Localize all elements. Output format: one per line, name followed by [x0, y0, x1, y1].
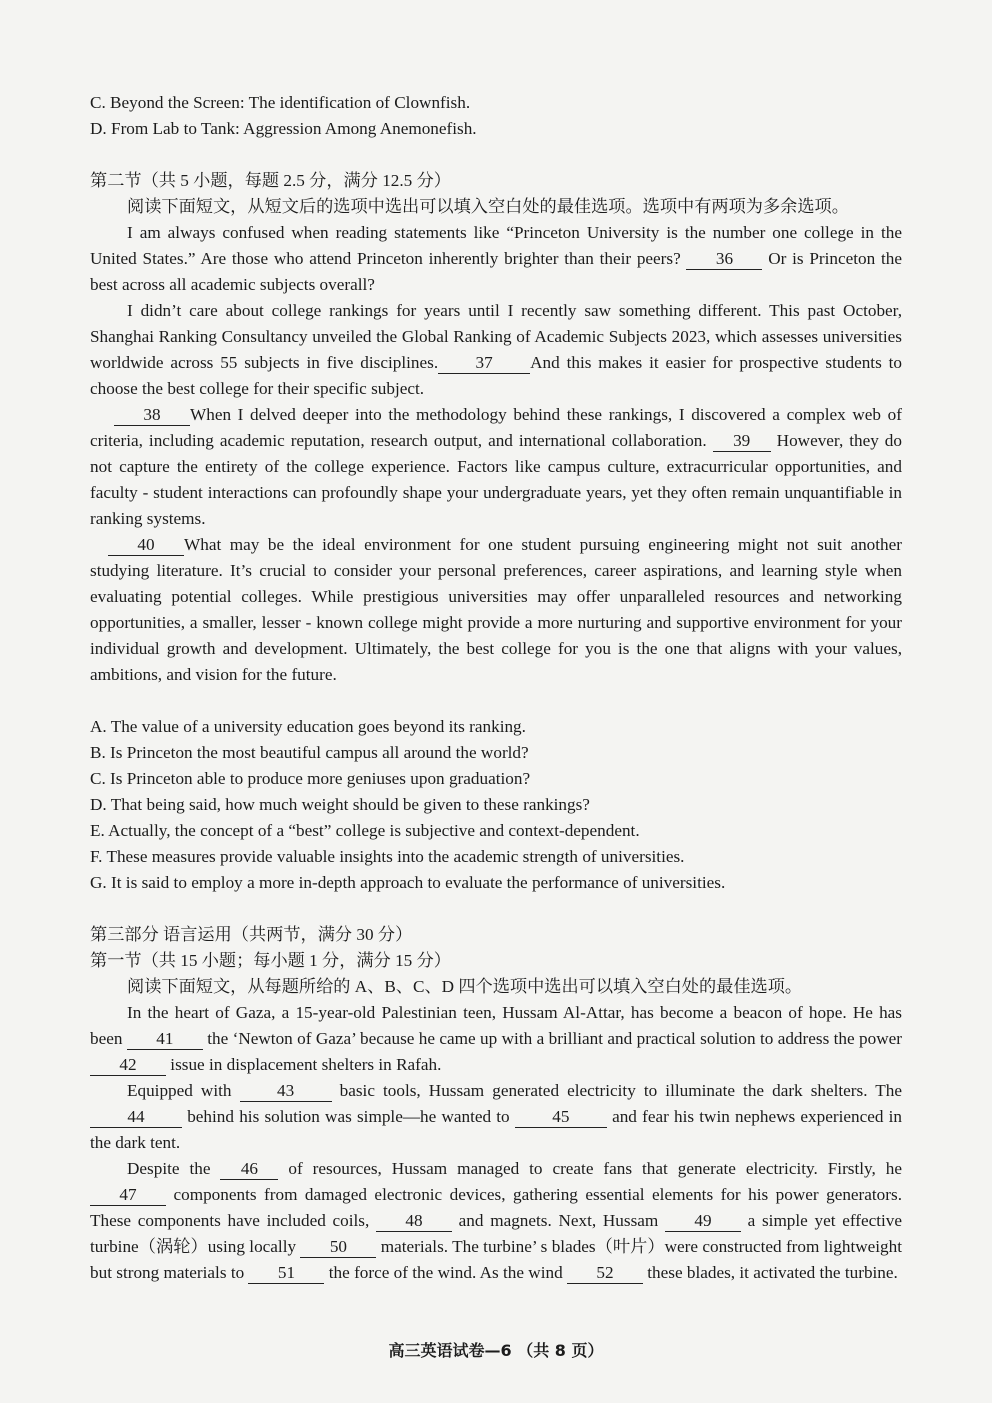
- option-d: D. That being said, how much weight should be given to these rankings?: [90, 795, 590, 814]
- blank-38: 38: [114, 405, 190, 426]
- blank-48: 48: [376, 1211, 452, 1232]
- blank-37: 37: [438, 353, 530, 374]
- passage-paragraph: I am always confused when reading statements like “Princeton University is the number one college in the United States.” Are those who attend Princeton inherently brighter than their peers? 36 Or is Princeton the best across all academic subjects overall?: [90, 223, 902, 294]
- option-c-prev: C. Beyond the Screen: The identification of Clownfish.: [90, 93, 471, 112]
- section2-heading: 第二节（共 5 小题，每题 2.5 分，满分 12.5 分）: [90, 171, 451, 190]
- part3-sub-heading: 第一节（共 15 小题；每小题 1 分，满分 15 分）: [90, 951, 451, 970]
- option-a: A. The value of a university education goes beyond its ranking.: [90, 717, 526, 736]
- blank-51: 51: [248, 1263, 324, 1284]
- option-d-prev: D. From Lab to Tank: Aggression Among Anemonefish.: [90, 119, 477, 138]
- option-g: G. It is said to employ a more in-depth approach to evaluate the performance of universities.: [90, 873, 726, 892]
- exam-page: [90, 90, 902, 1286]
- option-c: C. Is Princeton able to produce more geniuses upon graduation?: [90, 769, 531, 788]
- blank-52: 52: [567, 1263, 643, 1284]
- option-f: F. These measures provide valuable insights into the academic strength of universities.: [90, 847, 685, 866]
- passage-paragraph: I didn’t care about college rankings for years until I recently saw something different. This past October, Shanghai Ranking Consultancy unveiled the Global Ranking of Academic Subjects 2023, which assesses universities worldwide across 55 subjects in five disciplines. 37 And this makes it easier for prospective students to choose the best college for their specific subject.: [90, 301, 902, 398]
- blank-42: 42: [90, 1055, 166, 1076]
- blank-50: 50: [300, 1237, 376, 1258]
- blank-40: 40: [108, 535, 184, 556]
- blank-49: 49: [665, 1211, 741, 1232]
- blank-36: 36: [686, 249, 762, 270]
- passage-paragraph: Equipped with 43 basic tools, Hussam generated electricity to illuminate the dark shelters. The 44 behind his solution was simple—he wanted to 45 and fear his twin nephews experienced in the dark tent.: [90, 1081, 902, 1152]
- passage-paragraph: In the heart of Gaza, a 15-year-old Palestinian teen, Hussam Al-Attar, has become a beacon of hope. He has been 41 the ‘Newton of Gaza’ because he came up with a brilliant and practical solution to address the power 42 issue in displacement shelters in Rafah.: [90, 1003, 902, 1074]
- option-b: B. Is Princeton the most beautiful campus all around the world?: [90, 743, 529, 762]
- passage-paragraph: Despite the 46 of resources, Hussam managed to create fans that generate electricity. Firstly, he 47 components from damaged electronic devices, gathering essential elements for his power generators. These components have included coils, 48 and magnets. Next, Hussam 49 a simple yet effective turbine（涡轮）using locally 50 materials. The turbine’ s blades（叶片）were constructed from lightweight but strong materials to 51 the force of the wind. As the wind 52 these blades, it activated the turbine.: [90, 1159, 902, 1282]
- part3-instruction: 阅读下面短文，从每题所给的 A、B、C、D 四个选项中选出可以填入空白处的最佳选项。: [127, 977, 803, 996]
- blank-47: 47: [90, 1185, 166, 1206]
- option-e: E. Actually, the concept of a “best” college is subjective and context-dependent.: [90, 821, 640, 840]
- part3-heading: 第三部分 语言运用（共两节，满分 30 分）: [90, 925, 413, 944]
- blank-43: 43: [240, 1081, 332, 1102]
- passage-paragraph: 40 What may be the ideal environment for one student pursuing engineering might not suit another studying literature. It’s crucial to consider your personal preferences, career aspirations, and learning style when evaluating potential colleges. While prestigious universities may offer unparalleled resources and networking opportunities, a smaller, lesser - known college might provide a more nurturing and supportive environment for your individual growth and development. Ultimately, the best college for you is the one that aligns with your values, ambitions, and vision for the future.: [90, 535, 902, 684]
- blank-41: 41: [127, 1029, 203, 1050]
- section2-instruction: 阅读下面短文，从短文后的选项中选出可以填入空白处的最佳选项。选项中有两项为多余选项。: [127, 197, 849, 216]
- passage-paragraph: 38 When I delved deeper into the methodology behind these rankings, I discovered a complex web of criteria, including academic reputation, research output, and international collaboration. 39 However, they do not capture the entirety of the college experience. Factors like campus culture, extracurricular opportunities, and faculty - student interactions can profoundly shape your undergraduate years, yet they often remain unquantifiable in ranking systems.: [90, 405, 902, 528]
- blank-46: 46: [220, 1159, 278, 1180]
- blank-45: 45: [515, 1107, 607, 1128]
- blank-44: 44: [90, 1107, 182, 1128]
- blank-39: 39: [713, 431, 771, 452]
- page-footer: 高三英语试卷—6 （共 8 页）: [388, 1341, 604, 1360]
